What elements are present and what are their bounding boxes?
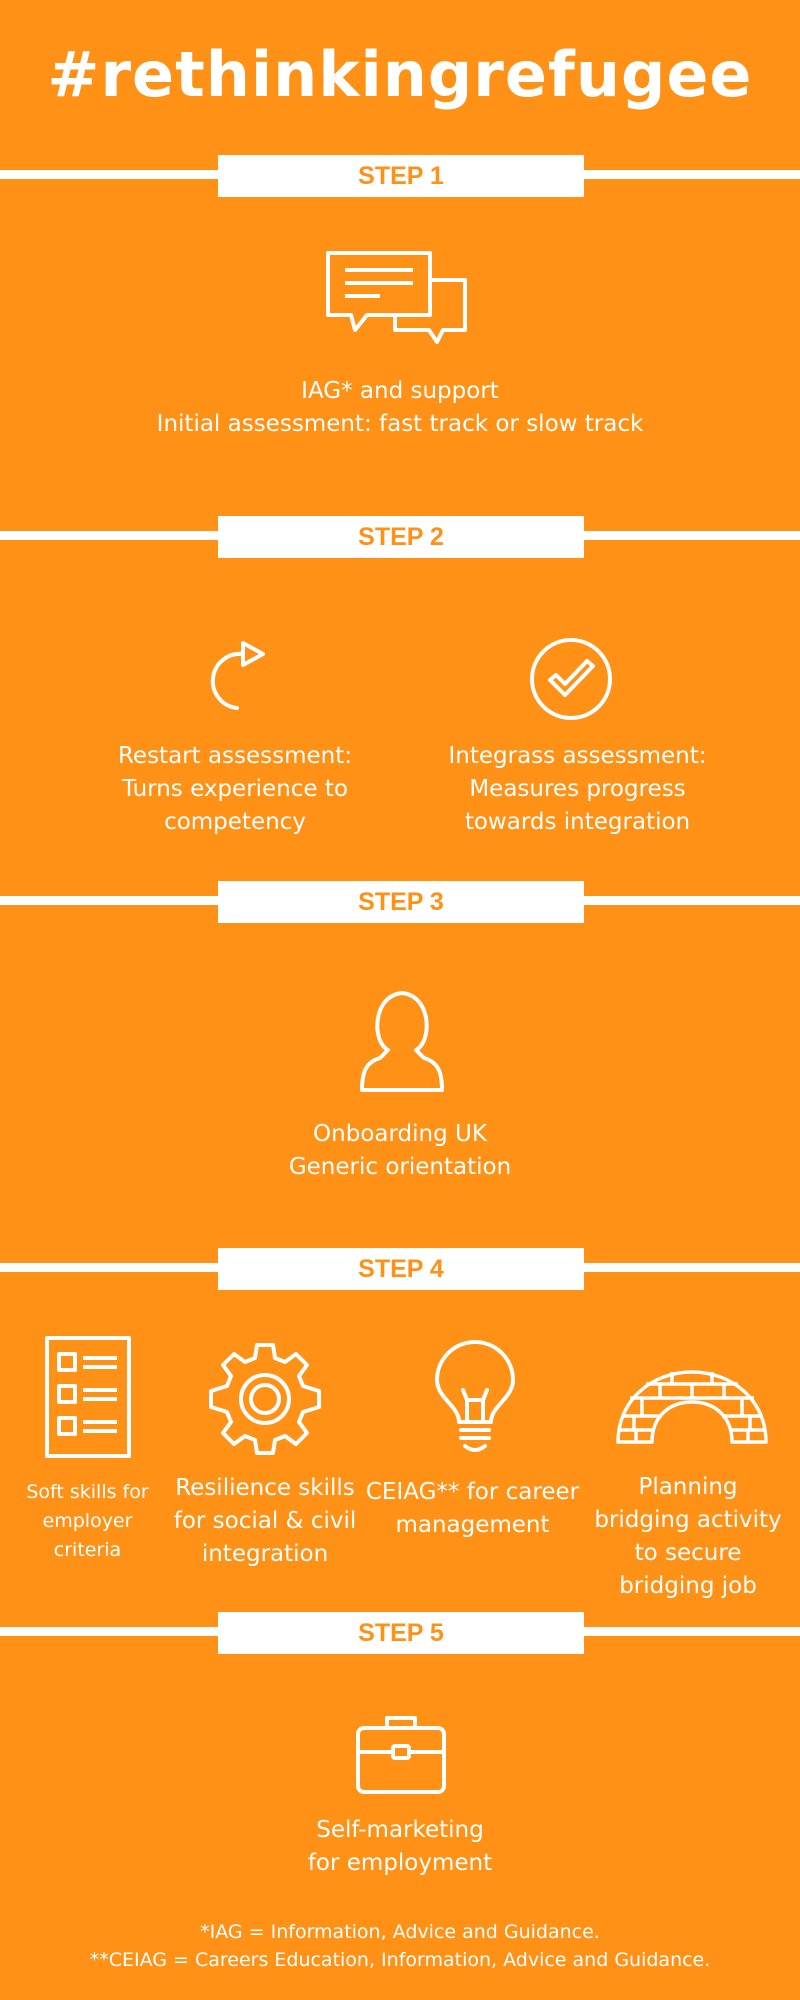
- step-2-item-1-line-1: Restart assessment:: [117, 743, 353, 769]
- step-3-text: [0, 1118, 800, 1184]
- step-2-item-2-line-2: Measures progress: [469, 776, 686, 802]
- step-5-line-2: for employment: [307, 1850, 493, 1876]
- footnotes: [0, 1918, 800, 1974]
- step-2-bar: [0, 516, 800, 558]
- step-2-item-2-line-3: towards integration: [464, 809, 691, 835]
- step-4-item-4-line-3: to secure: [634, 1540, 742, 1566]
- step-5-line-1: Self-marketing: [316, 1817, 484, 1843]
- step-4-item-1-line-1: Soft skills for: [26, 1481, 149, 1503]
- step-4-item-4-line-4: bridging job: [619, 1573, 757, 1599]
- step-5-bar: [0, 1612, 800, 1654]
- step-3-line-1: Onboarding UK: [313, 1121, 487, 1147]
- step-4-item-4-line-2: bridging activity: [594, 1507, 782, 1533]
- footnote-ceiag: **CEIAG = Careers Education, Information, Advice and Guidance.: [89, 1949, 711, 1971]
- step-1-line-2: Initial assessment: fast track or slow track: [156, 411, 644, 437]
- gear-icon: [208, 1342, 322, 1456]
- person-icon: [358, 990, 446, 1094]
- step-4-label: STEP 4: [218, 1248, 584, 1290]
- step-4-item-1-line-3: criteria: [53, 1539, 122, 1561]
- step-3-line-2: Generic orientation: [288, 1154, 512, 1180]
- step-4-item-3-line-2: management: [395, 1512, 550, 1538]
- step-4-item-2-line-3: integration: [201, 1541, 329, 1567]
- step-2-item-2-line-1: Integrass assessment:: [448, 743, 707, 769]
- step-3-label: STEP 3: [218, 881, 584, 923]
- step-4-item-1-text: [10, 1478, 165, 1565]
- step-1-line-1: IAG* and support: [301, 378, 499, 404]
- step-1-text: [0, 375, 800, 441]
- speech-bubbles-icon: [325, 250, 470, 345]
- step-1-bar: [0, 155, 800, 197]
- step-4-item-2-line-1: Resilience skills: [175, 1475, 355, 1501]
- step-4-item-2-line-2: for social & civil: [173, 1508, 357, 1534]
- footnote-iag: *IAG = Information, Advice and Guidance.: [200, 1921, 600, 1943]
- check-circle-icon: [528, 636, 614, 722]
- step-2-item-2-text: [420, 740, 735, 839]
- step-2-item-1-text: [85, 740, 385, 839]
- step-4-item-3-text: [365, 1476, 580, 1542]
- step-4-item-4-line-1: Planning: [638, 1474, 738, 1500]
- step-4-item-2-text: [165, 1472, 365, 1571]
- step-4-item-3-line-1: CEIAG** for career: [365, 1479, 580, 1505]
- checklist-icon: [45, 1336, 131, 1458]
- restart-arrow-icon: [195, 637, 275, 717]
- step-3-bar: [0, 881, 800, 923]
- step-5-label: STEP 5: [218, 1612, 584, 1654]
- step-4-item-1-line-2: employer: [42, 1510, 133, 1532]
- step-1-label: STEP 1: [218, 155, 584, 197]
- step-4-item-4-text: [590, 1471, 786, 1603]
- step-2-item-1-line-3: competency: [164, 809, 306, 835]
- brick-bridge-icon: [616, 1370, 768, 1444]
- step-4-bar: [0, 1248, 800, 1290]
- step-5-text: [0, 1814, 800, 1880]
- page-title: #rethinkingrefugee: [47, 38, 753, 111]
- step-2-item-1-line-2: Turns experience to: [122, 776, 348, 802]
- lightbulb-icon: [433, 1342, 517, 1456]
- briefcase-icon: [355, 1712, 447, 1796]
- step-2-label: STEP 2: [218, 516, 584, 558]
